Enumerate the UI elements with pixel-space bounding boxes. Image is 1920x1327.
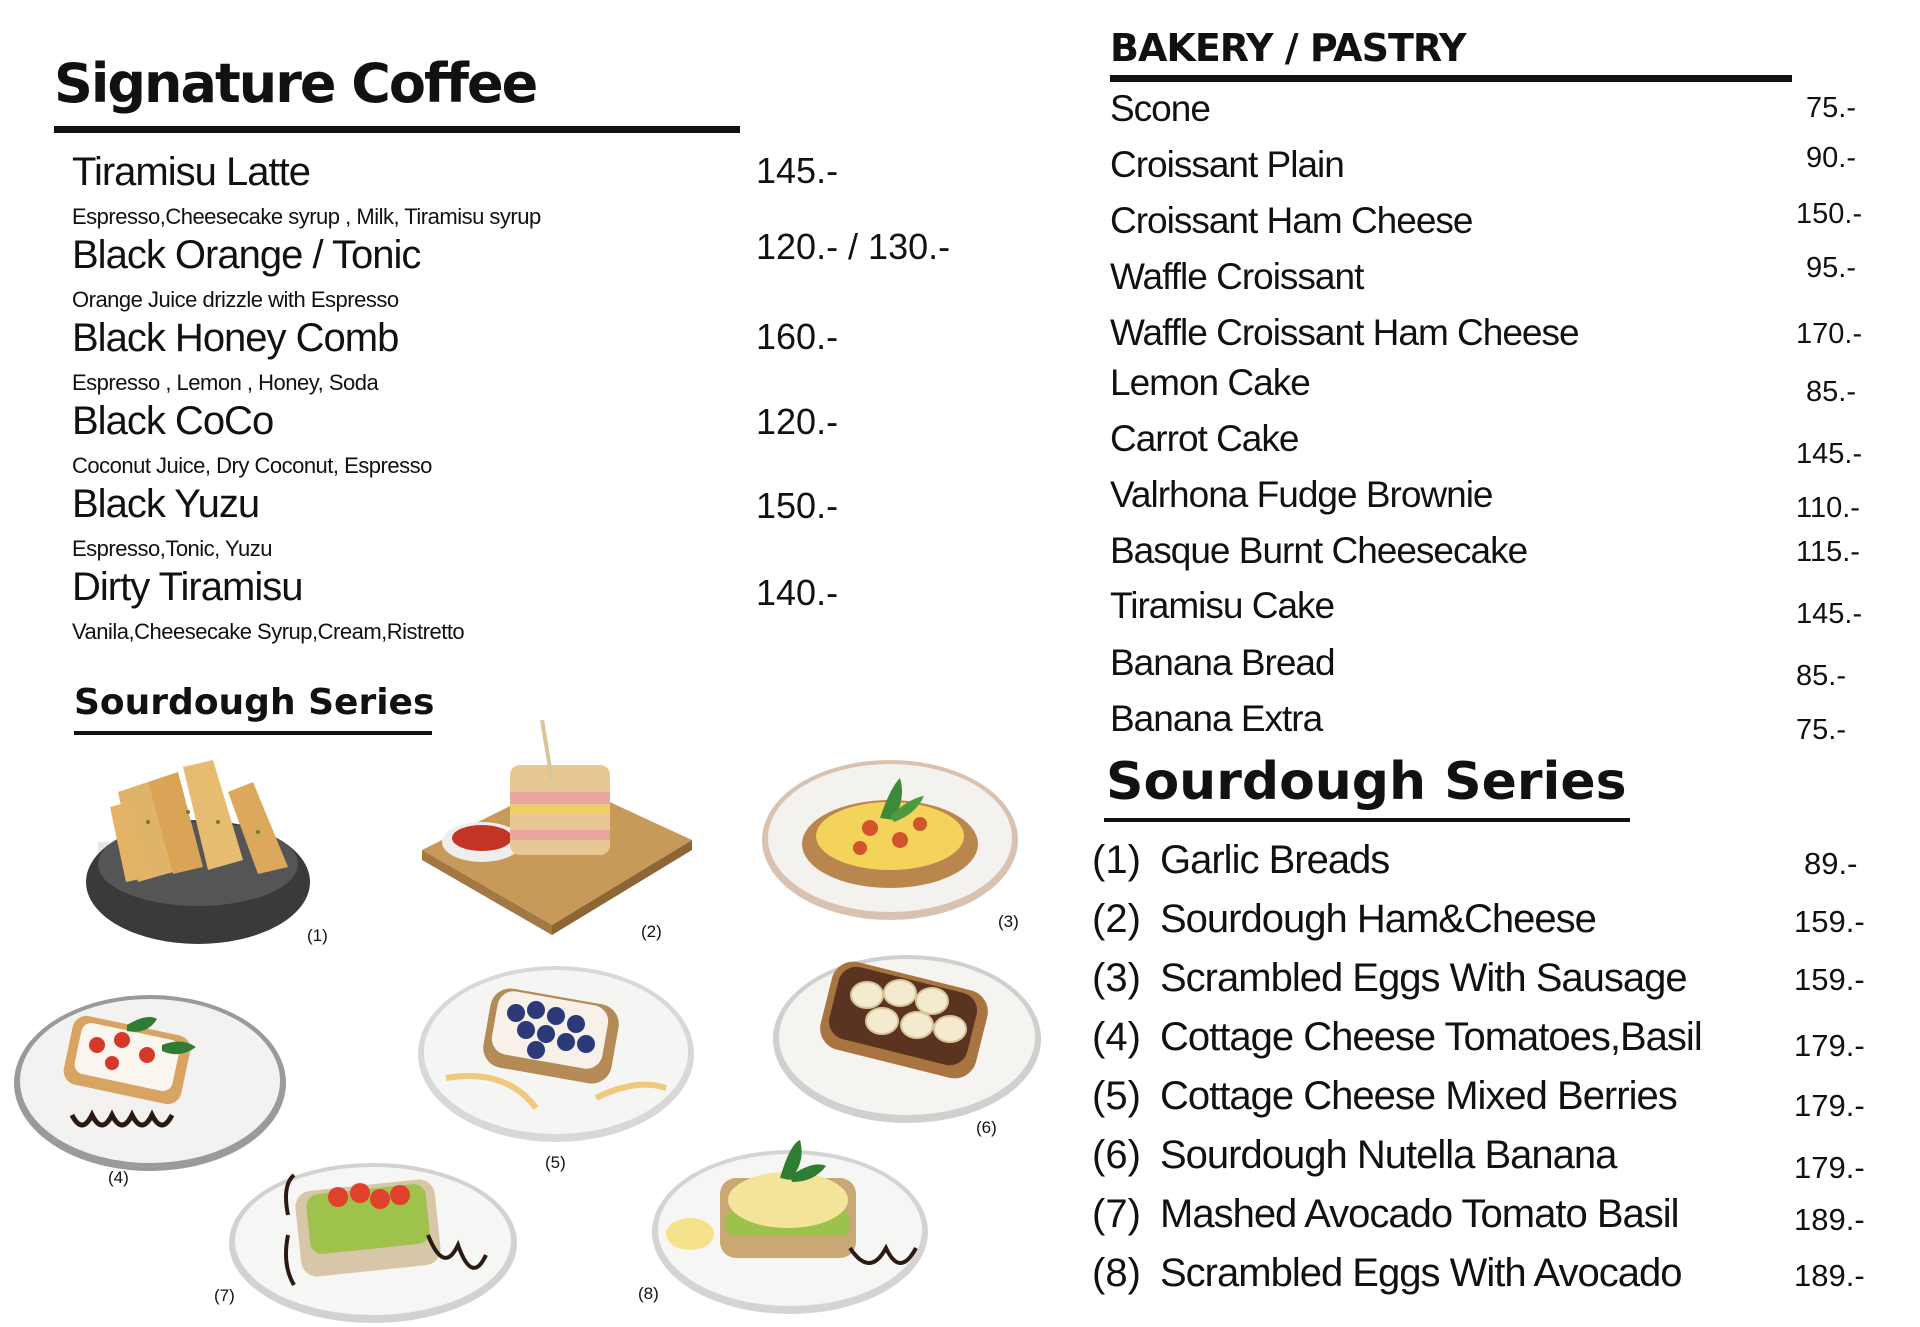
photo-caption: (4): [108, 1168, 129, 1187]
bakery-item-name: Tiramisu Cake: [1110, 585, 1335, 626]
menu-item-desc: Orange Juice drizzle with Espresso: [72, 287, 399, 312]
sourdough-item-price: 159.-: [1794, 904, 1865, 939]
bakery-item-price: 95.-: [1806, 252, 1856, 284]
bakery-item-name: Waffle Croissant Ham Cheese: [1110, 312, 1579, 353]
cottage-cheese-tomatoes-photo: [12, 985, 288, 1175]
bakery-item-name: Croissant Plain: [1110, 144, 1344, 185]
avocado-tomato-photo: [228, 1155, 518, 1325]
menu-item-desc: Coconut Juice, Dry Coconut, Espresso: [72, 453, 432, 478]
nutella-banana-photo: [772, 945, 1042, 1127]
bakery-item-price: 170.-: [1796, 318, 1863, 350]
cottage-cheese-berries-photo: [416, 958, 696, 1146]
menu-item-name: Dirty Tiramisu: [72, 565, 303, 609]
sourdough-item-price: 179.-: [1794, 1088, 1865, 1123]
sourdough-item-number: (1): [1092, 838, 1141, 882]
bakery-item-price: 75.-: [1796, 714, 1846, 746]
sourdough-photos-underline: [74, 731, 432, 735]
bakery-item-name: Valrhona Fudge Brownie: [1110, 474, 1493, 515]
bakery-item-price: 115.-: [1796, 536, 1860, 568]
bakery-title: BAKERY / PASTRY: [1110, 26, 1466, 70]
bakery-item-name: Waffle Croissant: [1110, 256, 1364, 297]
menu-item-desc: Espresso , Lemon , Honey, Soda: [72, 370, 379, 395]
signature-coffee-title: Signature Coffee: [54, 52, 537, 115]
photo-caption: (3): [998, 912, 1019, 931]
sourdough-photos-title: Sourdough Series: [74, 682, 435, 723]
sourdough-item-name: Cottage Cheese Tomatoes,Basil: [1160, 1015, 1702, 1059]
bakery-item-price: 85.-: [1806, 376, 1856, 408]
sourdough-item-number: (4): [1092, 1015, 1141, 1059]
signature-title-underline: [54, 126, 740, 133]
sourdough-item-name: Scrambled Eggs With Avocado: [1160, 1251, 1682, 1295]
sourdough-item-price: 179.-: [1794, 1028, 1865, 1063]
photo-caption: (2): [641, 922, 662, 941]
bakery-item-name: Lemon Cake: [1110, 362, 1310, 403]
photo-caption: (8): [638, 1284, 659, 1303]
bakery-item-price: 145.-: [1796, 598, 1863, 630]
sourdough-item-name: Garlic Breads: [1160, 838, 1390, 882]
scrambled-eggs-sausage-photo: [760, 748, 1020, 928]
bakery-item-name: Banana Extra: [1110, 698, 1323, 739]
menu-item-name: Black CoCo: [72, 399, 274, 443]
menu-item-price: 140.-: [756, 572, 839, 613]
bakery-item-name: Carrot Cake: [1110, 418, 1299, 459]
menu-item-price: 145.-: [756, 150, 839, 191]
menu-item-price: 120.- / 130.-: [756, 226, 951, 267]
photo-caption: (6): [976, 1118, 997, 1137]
sourdough-item-price: 179.-: [1794, 1150, 1865, 1185]
photo-caption: (7): [214, 1286, 235, 1305]
bakery-item-price: 110.-: [1796, 492, 1860, 524]
bakery-item-price: 85.-: [1796, 660, 1846, 692]
sourdough-item-price: 89.-: [1804, 846, 1858, 881]
menu-item-name: Tiramisu Latte: [72, 150, 310, 194]
garlic-bread-photo: [78, 752, 318, 952]
sourdough-item-number: (3): [1092, 956, 1141, 1000]
sourdough-item-name: Mashed Avocado Tomato Basil: [1160, 1192, 1679, 1236]
sourdough-item-price: 159.-: [1794, 962, 1865, 997]
sourdough-item-number: (8): [1092, 1251, 1141, 1295]
sourdough-item-price: 189.-: [1794, 1258, 1865, 1293]
sourdough-item-price: 189.-: [1794, 1202, 1865, 1237]
menu-item-desc: Espresso,Cheesecake syrup , Milk, Tiramisu syrup: [72, 204, 541, 229]
photo-caption: (5): [545, 1153, 566, 1172]
sourdough-item-name: Scrambled Eggs With Sausage: [1160, 956, 1687, 1000]
sourdough-item-name: Sourdough Ham&Cheese: [1160, 897, 1596, 941]
photo-caption: (1): [307, 926, 328, 945]
sourdough-item-name: Cottage Cheese Mixed Berries: [1160, 1074, 1677, 1118]
menu-item-price: 160.-: [756, 316, 839, 357]
bakery-item-name: Banana Bread: [1110, 642, 1335, 683]
menu-item-name: Black Orange / Tonic: [72, 233, 421, 277]
bakery-item-price: 90.-: [1806, 142, 1856, 174]
sourdough-item-number: (7): [1092, 1192, 1141, 1236]
menu-item-name: Black Yuzu: [72, 482, 260, 526]
sourdough-title: Sourdough Series: [1106, 752, 1627, 812]
bakery-item-price: 75.-: [1806, 92, 1856, 124]
menu-item-desc: Espresso,Tonic, Yuzu: [72, 536, 272, 561]
menu-item-name: Black Honey Comb: [72, 316, 399, 360]
bakery-item-name: Scone: [1110, 88, 1210, 129]
bakery-item-name: Basque Burnt Cheesecake: [1110, 530, 1528, 571]
bakery-item-name: Croissant Ham Cheese: [1110, 200, 1473, 241]
menu-item-price: 120.-: [756, 401, 839, 442]
menu-item-desc: Vanila,Cheesecake Syrup,Cream,Ristretto: [72, 619, 465, 644]
bakery-item-price: 145.-: [1796, 438, 1863, 470]
scrambled-eggs-avocado-photo: [650, 1138, 930, 1316]
sourdough-item-number: (5): [1092, 1074, 1141, 1118]
sourdough-title-underline: [1104, 818, 1630, 822]
sourdough-item-number: (2): [1092, 897, 1141, 941]
sourdough-item-number: (6): [1092, 1133, 1141, 1177]
bakery-item-price: 150.-: [1796, 198, 1863, 230]
sourdough-item-name: Sourdough Nutella Banana: [1160, 1133, 1617, 1177]
menu-item-price: 150.-: [756, 485, 839, 526]
ham-cheese-sandwich-photo: [412, 720, 692, 940]
bakery-title-underline: [1110, 75, 1792, 82]
